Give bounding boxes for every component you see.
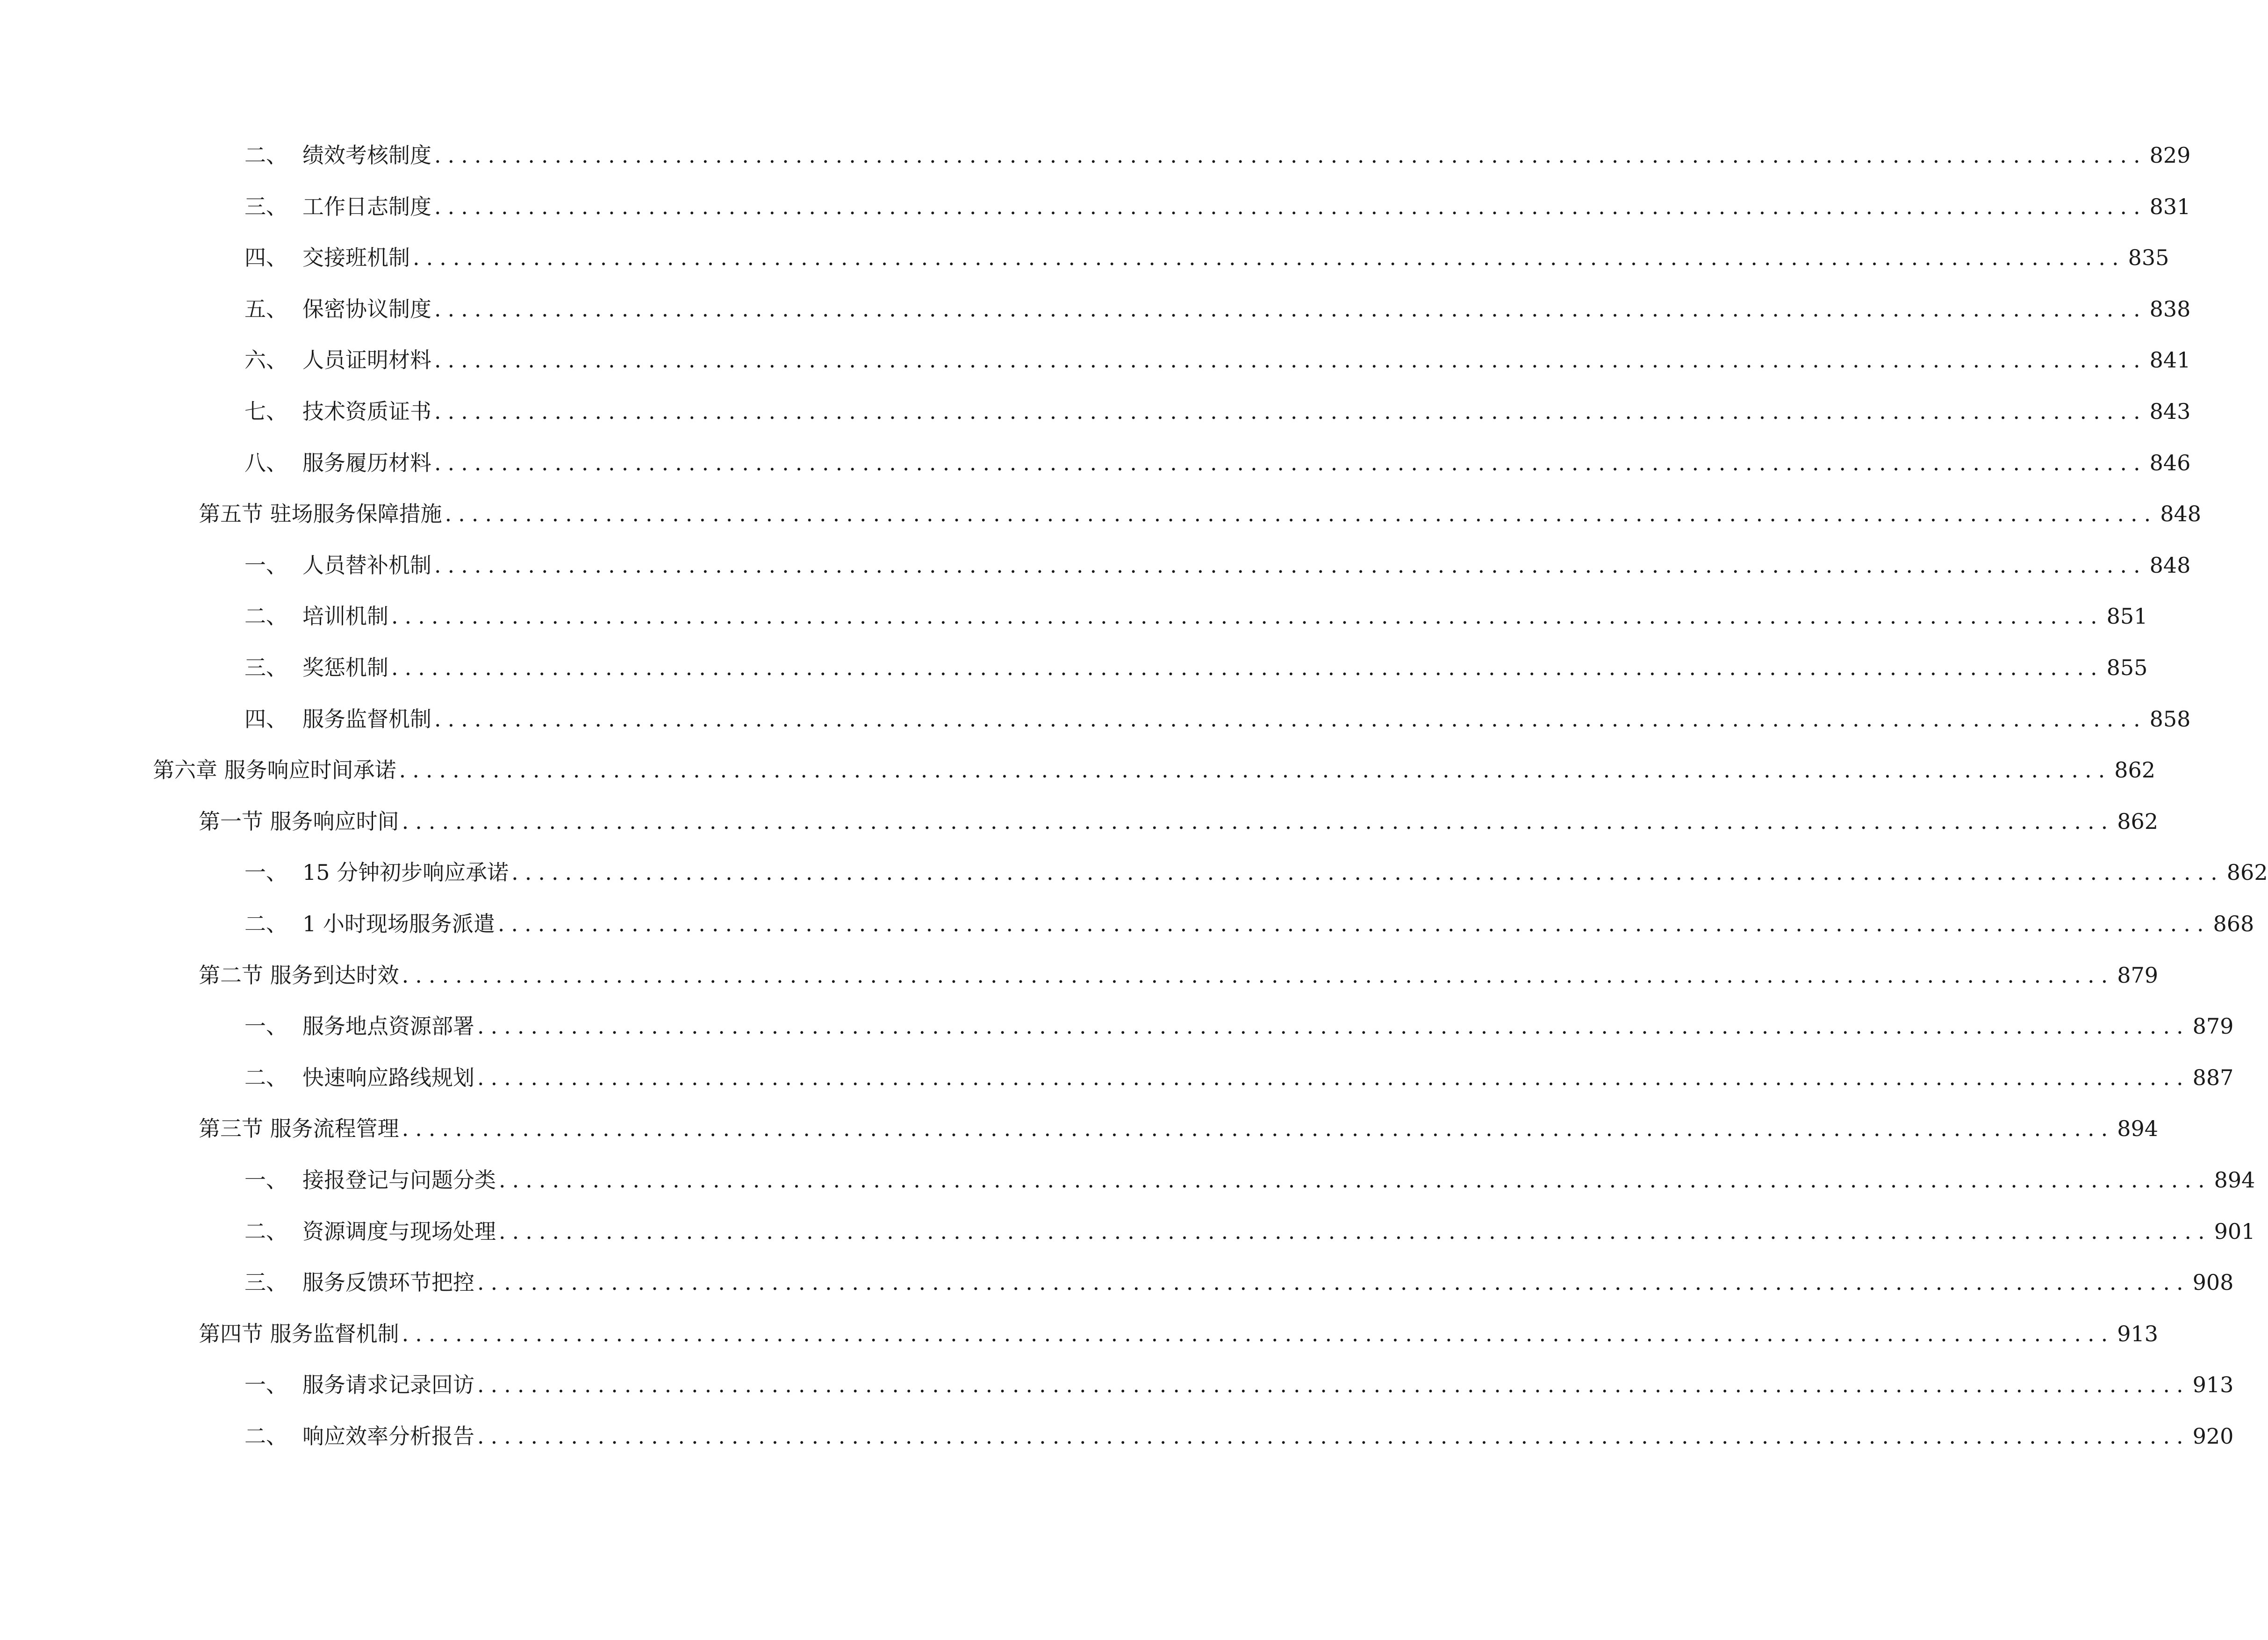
toc-entry-title: 第五节 驻场服务保障措施 (199, 501, 442, 527)
toc-entry-number: 三、 (244, 194, 287, 219)
toc-dot-leader: ................................................................................................................................ (477, 1065, 2190, 1090)
toc-entry[interactable] (199, 954, 2159, 996)
toc-dot-leader: ................................................................................................................................ (399, 757, 2112, 783)
toc-entry-title: 快速响应路线规划 (302, 1065, 474, 1090)
toc-entry-number: 二、 (244, 1065, 287, 1090)
toc-entry[interactable] (244, 237, 2169, 279)
toc-entry-title: 服务反馈环节把控 (302, 1270, 474, 1295)
toc-entry-title: 人员证明材料 (302, 347, 431, 373)
toc-entry-page: 862 (2114, 757, 2156, 783)
toc-dot-leader: ................................................................................................................................ (511, 860, 2224, 885)
toc-entry-number: 四、 (244, 245, 287, 271)
toc-entry-number: 二、 (244, 911, 287, 936)
toc-dot-leader: ................................................................................................................................ (445, 501, 2158, 527)
toc-entry-page: 879 (2117, 962, 2159, 988)
toc-entry-number: 一、 (244, 1372, 287, 1398)
toc-entry[interactable] (244, 339, 2191, 381)
toc-entry-page: 887 (2192, 1065, 2234, 1090)
toc-entry-page: 868 (2213, 911, 2254, 936)
toc-entry-page: 843 (2149, 399, 2191, 424)
toc-entry-title: 15 分钟初步响应承诺 (302, 860, 509, 885)
toc-dot-leader: ................................................................................................................................ (402, 962, 2115, 988)
toc-entry-title: 第一节 服务响应时间 (199, 808, 399, 834)
toc-entry-number: 三、 (244, 1270, 287, 1295)
toc-dot-leader: ................................................................................................................................ (391, 655, 2104, 680)
toc-entry-title: 服务履历材料 (302, 450, 431, 475)
toc-entry-title: 培训机制 (302, 604, 388, 629)
toc-entry-number: 二、 (244, 143, 287, 168)
toc-entry[interactable] (153, 749, 2156, 791)
toc-entry-title: 人员替补机制 (302, 552, 431, 578)
toc-entry-number: 二、 (244, 1218, 287, 1244)
toc-entry-page: 848 (2149, 552, 2191, 578)
toc-entry-page: 901 (2214, 1218, 2255, 1244)
toc-entry-title: 1 小时现场服务派遣 (302, 911, 495, 936)
toc-entry[interactable] (244, 288, 2191, 330)
toc-entry-title: 保密协议制度 (302, 296, 431, 322)
toc-entry-title: 交接班机制 (302, 245, 410, 271)
toc-entry-page: 838 (2149, 296, 2191, 322)
toc-entry-title: 绩效考核制度 (302, 143, 431, 168)
toc-entry-page: 862 (2226, 860, 2268, 885)
toc-dot-leader: ................................................................................................................................ (477, 1424, 2190, 1449)
toc-entry[interactable] (244, 1005, 2234, 1047)
toc-entry-number: 一、 (244, 1014, 287, 1039)
toc-entry[interactable] (244, 1057, 2234, 1099)
toc-entry-title: 资源调度与现场处理 (302, 1218, 496, 1244)
toc-dot-leader: ................................................................................................................................ (499, 1218, 2211, 1244)
toc-entry[interactable] (244, 903, 2254, 945)
toc-entry[interactable] (244, 186, 2191, 228)
toc-dot-leader: ................................................................................................................................ (402, 808, 2115, 834)
toc-entry-title: 第六章 服务响应时间承诺 (153, 757, 396, 783)
toc-entry-title: 技术资质证书 (302, 399, 431, 424)
toc-dot-leader: ................................................................................................................................ (413, 245, 2125, 271)
toc-entry[interactable] (244, 1261, 2234, 1303)
toc-dot-leader: ................................................................................................................................ (499, 1167, 2211, 1193)
toc-entry-title: 响应效率分析报告 (302, 1424, 474, 1449)
toc-entry-title: 工作日志制度 (302, 194, 431, 219)
toc-entry[interactable] (244, 698, 2191, 740)
toc-entry-number: 七、 (244, 399, 287, 424)
toc-entry-page: 913 (2117, 1321, 2159, 1346)
toc-dot-leader: ................................................................................................................................ (497, 911, 2211, 936)
toc-entry-title: 第二节 服务到达时效 (199, 962, 399, 988)
toc-entry-title: 奖惩机制 (302, 655, 388, 680)
toc-dot-leader: ................................................................................................................................ (434, 399, 2147, 424)
toc-entry[interactable] (244, 1364, 2234, 1406)
toc-entry-page: 908 (2192, 1270, 2234, 1295)
toc-entry-page: 894 (2117, 1116, 2159, 1142)
toc-dot-leader: ................................................................................................................................ (477, 1014, 2190, 1039)
toc-entry[interactable] (244, 1210, 2255, 1252)
toc-entry-page: 841 (2149, 347, 2191, 373)
toc-entry-page: 831 (2149, 194, 2191, 219)
toc-entry-number: 八、 (244, 450, 287, 475)
toc-entry-number: 六、 (244, 347, 287, 373)
toc-entry[interactable] (199, 1108, 2159, 1150)
toc-dot-leader: ................................................................................................................................ (477, 1372, 2190, 1398)
toc-entry-page: 862 (2117, 808, 2159, 834)
toc-dot-leader: ................................................................................................................................ (434, 450, 2147, 475)
toc-entry[interactable] (244, 595, 2148, 637)
toc-entry-page: 835 (2128, 245, 2169, 271)
toc-entry-page: 858 (2149, 706, 2191, 732)
toc-entry-title: 第四节 服务监督机制 (199, 1321, 399, 1346)
toc-entry-number: 二、 (244, 604, 287, 629)
toc-entry-page: 846 (2149, 450, 2191, 475)
toc-dot-leader: ................................................................................................................................ (434, 347, 2147, 373)
toc-entry[interactable] (244, 442, 2191, 484)
toc-entry-number: 五、 (244, 296, 287, 322)
toc-entry-page: 829 (2149, 143, 2191, 168)
toc-entry-page: 913 (2192, 1372, 2234, 1398)
toc-entry[interactable] (244, 544, 2191, 586)
toc-entry-title: 服务地点资源部署 (302, 1014, 474, 1039)
toc-dot-leader: ................................................................................................................................ (402, 1116, 2115, 1142)
toc-entry-page: 855 (2106, 655, 2148, 680)
toc-entry[interactable] (244, 390, 2191, 432)
toc-entry-page: 851 (2106, 604, 2148, 629)
toc-dot-leader: ................................................................................................................................ (434, 296, 2147, 322)
toc-entry-number: 一、 (244, 1167, 287, 1193)
toc-entry[interactable] (244, 1159, 2255, 1201)
toc-dot-leader: ................................................................................................................................ (402, 1321, 2115, 1346)
toc-entry-title: 接报登记与问题分类 (302, 1167, 496, 1193)
toc-entry[interactable] (199, 800, 2159, 842)
toc-dot-leader: ................................................................................................................................ (434, 552, 2147, 578)
toc-entry-title: 服务请求记录回访 (302, 1372, 474, 1398)
toc-dot-leader: ................................................................................................................................ (477, 1270, 2190, 1295)
toc-dot-leader: ................................................................................................................................ (434, 706, 2147, 732)
toc-entry-page: 920 (2192, 1424, 2234, 1449)
toc-entry-number: 四、 (244, 706, 287, 732)
toc-entry-title: 第三节 服务流程管理 (199, 1116, 399, 1142)
toc-entry-number: 三、 (244, 655, 287, 680)
toc-entry-number: 一、 (244, 552, 287, 578)
toc-entry-page: 879 (2192, 1014, 2234, 1039)
toc-dot-leader: ................................................................................................................................ (434, 194, 2147, 219)
toc-entry-title: 服务监督机制 (302, 706, 431, 732)
toc-dot-leader: ................................................................................................................................ (434, 143, 2147, 168)
toc-entry-page: 894 (2214, 1167, 2255, 1193)
toc-entry[interactable] (244, 134, 2191, 176)
toc-entry-number: 二、 (244, 1424, 287, 1449)
toc-entry[interactable] (199, 1313, 2159, 1355)
toc-entry[interactable] (244, 647, 2148, 689)
toc-entry-number: 一、 (244, 860, 287, 885)
toc-entry[interactable] (244, 1415, 2234, 1457)
toc-entry[interactable] (199, 493, 2202, 535)
toc-entry[interactable] (244, 851, 2268, 893)
toc-dot-leader: ................................................................................................................................ (391, 604, 2104, 629)
toc-entry-page: 848 (2160, 501, 2202, 527)
